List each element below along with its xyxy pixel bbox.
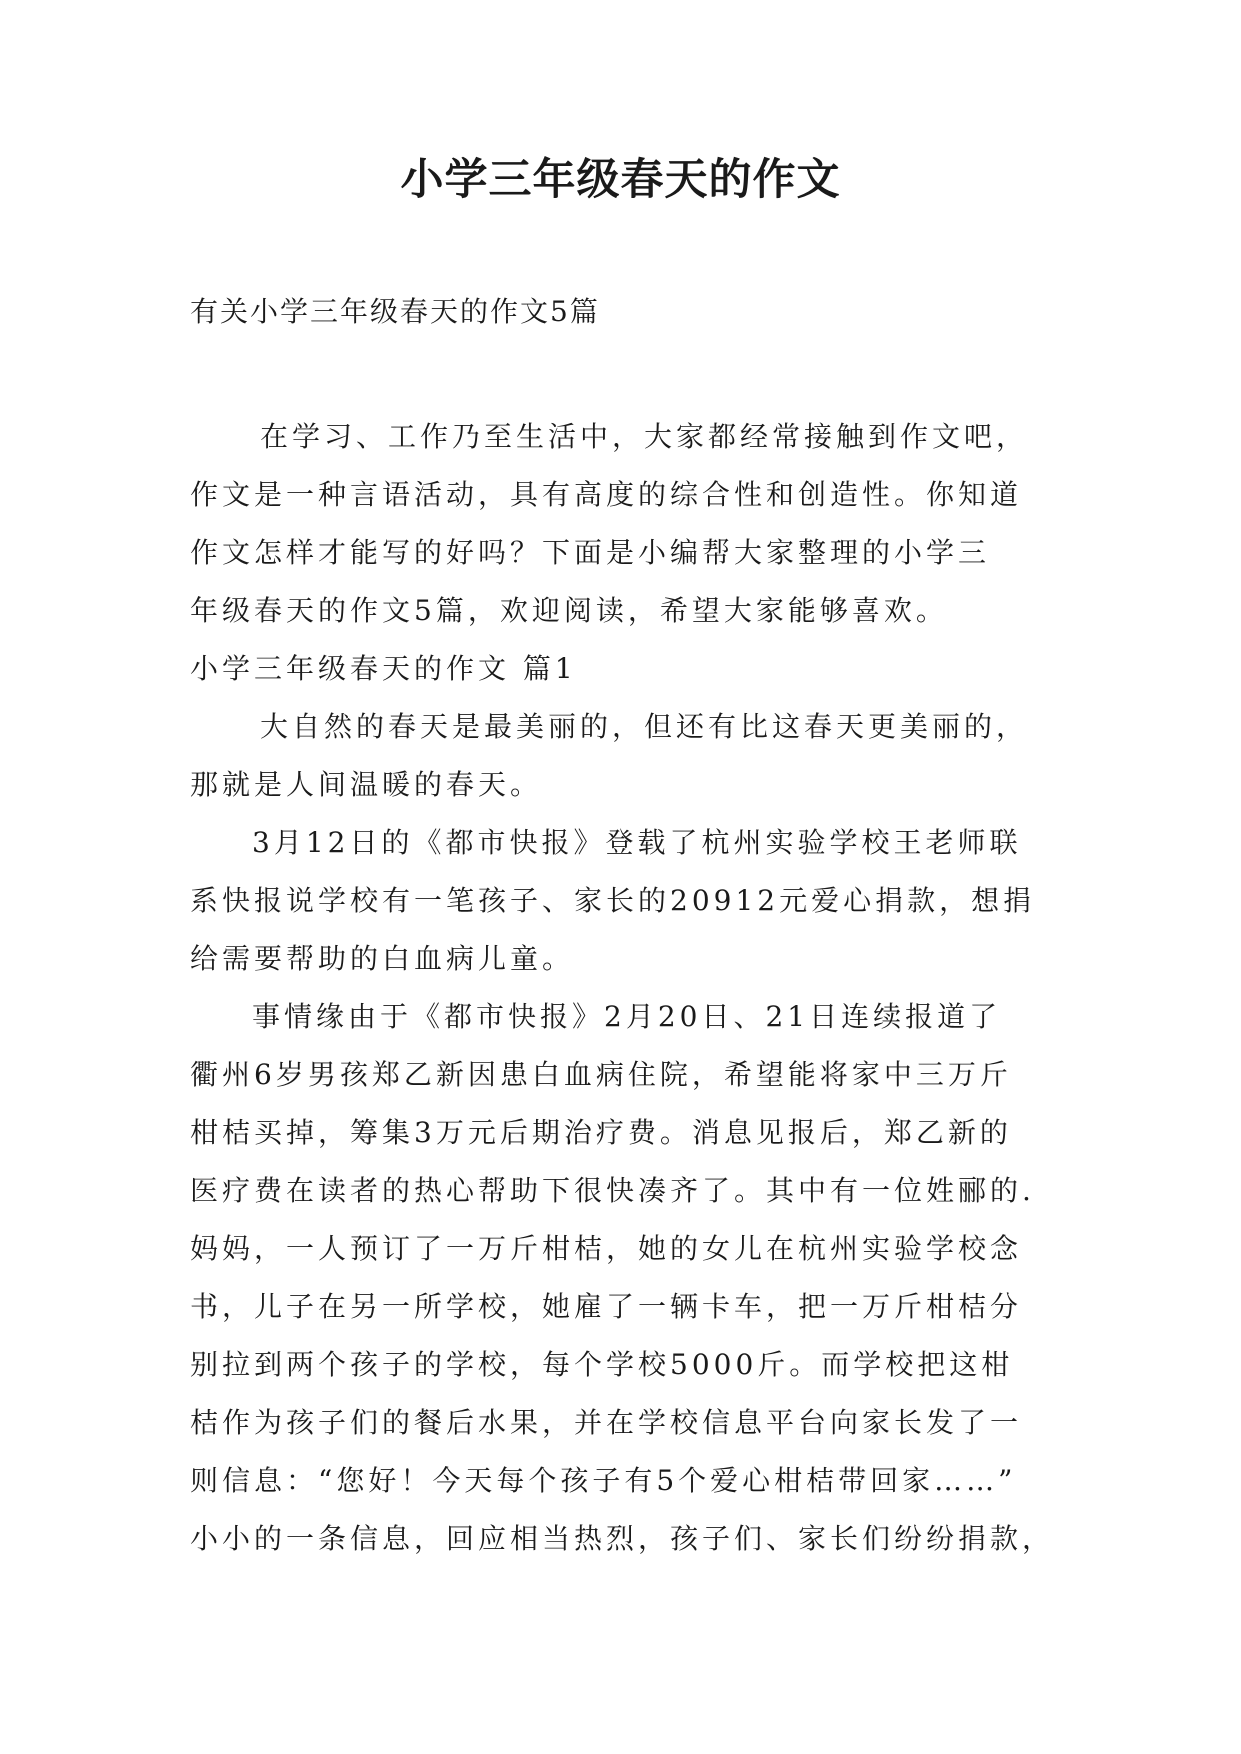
body-line: 那就是人间温暖的春天。 xyxy=(190,768,543,801)
body-line: 医疗费在读者的热心帮助下很快凑齐了。其中有一位姓郦的. xyxy=(190,1174,1035,1207)
body-line: 柑桔买掉，筹集3万元后期治疗费。消息见报后，郑乙新的 xyxy=(190,1116,1012,1149)
body-line: 年级春天的作文5篇，欢迎阅读，希望大家能够喜欢。 xyxy=(190,594,948,627)
body-line: 事情缘由于《都市快报》2月20日、21日连续报道了 xyxy=(252,1000,1002,1033)
document-body xyxy=(190,408,1070,1568)
body-line: 作文是一种言语活动，具有高度的综合性和创造性。你知道 xyxy=(190,478,1023,511)
body-line: 则信息：“您好！今天每个孩子有5个爱心柑桔带回家……” xyxy=(190,1464,1017,1497)
body-line: 书，儿子在另一所学校，她雇了一辆卡车，把一万斤柑桔分 xyxy=(190,1290,1023,1323)
body-line: 大自然的春天是最美丽的，但还有比这春天更美丽的， xyxy=(260,710,1029,743)
body-line: 衢州6岁男孩郑乙新因患白血病住院，希望能将家中三万斤 xyxy=(190,1058,1012,1091)
document-subtitle: 有关小学三年级春天的作文5篇 xyxy=(190,295,600,328)
body-line: 桔作为孩子们的餐后水果，并在学校信息平台向家长发了一 xyxy=(190,1406,1023,1439)
body-line: 给需要帮助的白血病儿童。 xyxy=(190,942,575,975)
body-line: 别拉到两个孩子的学校，每个学校5000斤。而学校把这柑 xyxy=(190,1348,1014,1381)
document-title: 小学三年级春天的作文 xyxy=(400,155,841,205)
body-line: 作文怎样才能写的好吗？下面是小编帮大家整理的小学三 xyxy=(190,536,991,569)
section-heading: 小学三年级春天的作文 篇1 xyxy=(190,652,577,685)
body-line: 妈妈，一人预订了一万斤柑桔，她的女儿在杭州实验学校念 xyxy=(190,1232,1023,1265)
body-line: 系快报说学校有一笔孩子、家长的20912元爱心捐款，想捐 xyxy=(190,884,1036,917)
body-line: 3月12日的《都市快报》登载了杭州实验学校王老师联 xyxy=(252,826,1022,859)
body-line: 小小的一条信息，回应相当热烈，孩子们、家长们纷纷捐款， xyxy=(190,1522,1055,1555)
body-line: 在学习、工作乃至生活中，大家都经常接触到作文吧， xyxy=(260,420,1029,453)
